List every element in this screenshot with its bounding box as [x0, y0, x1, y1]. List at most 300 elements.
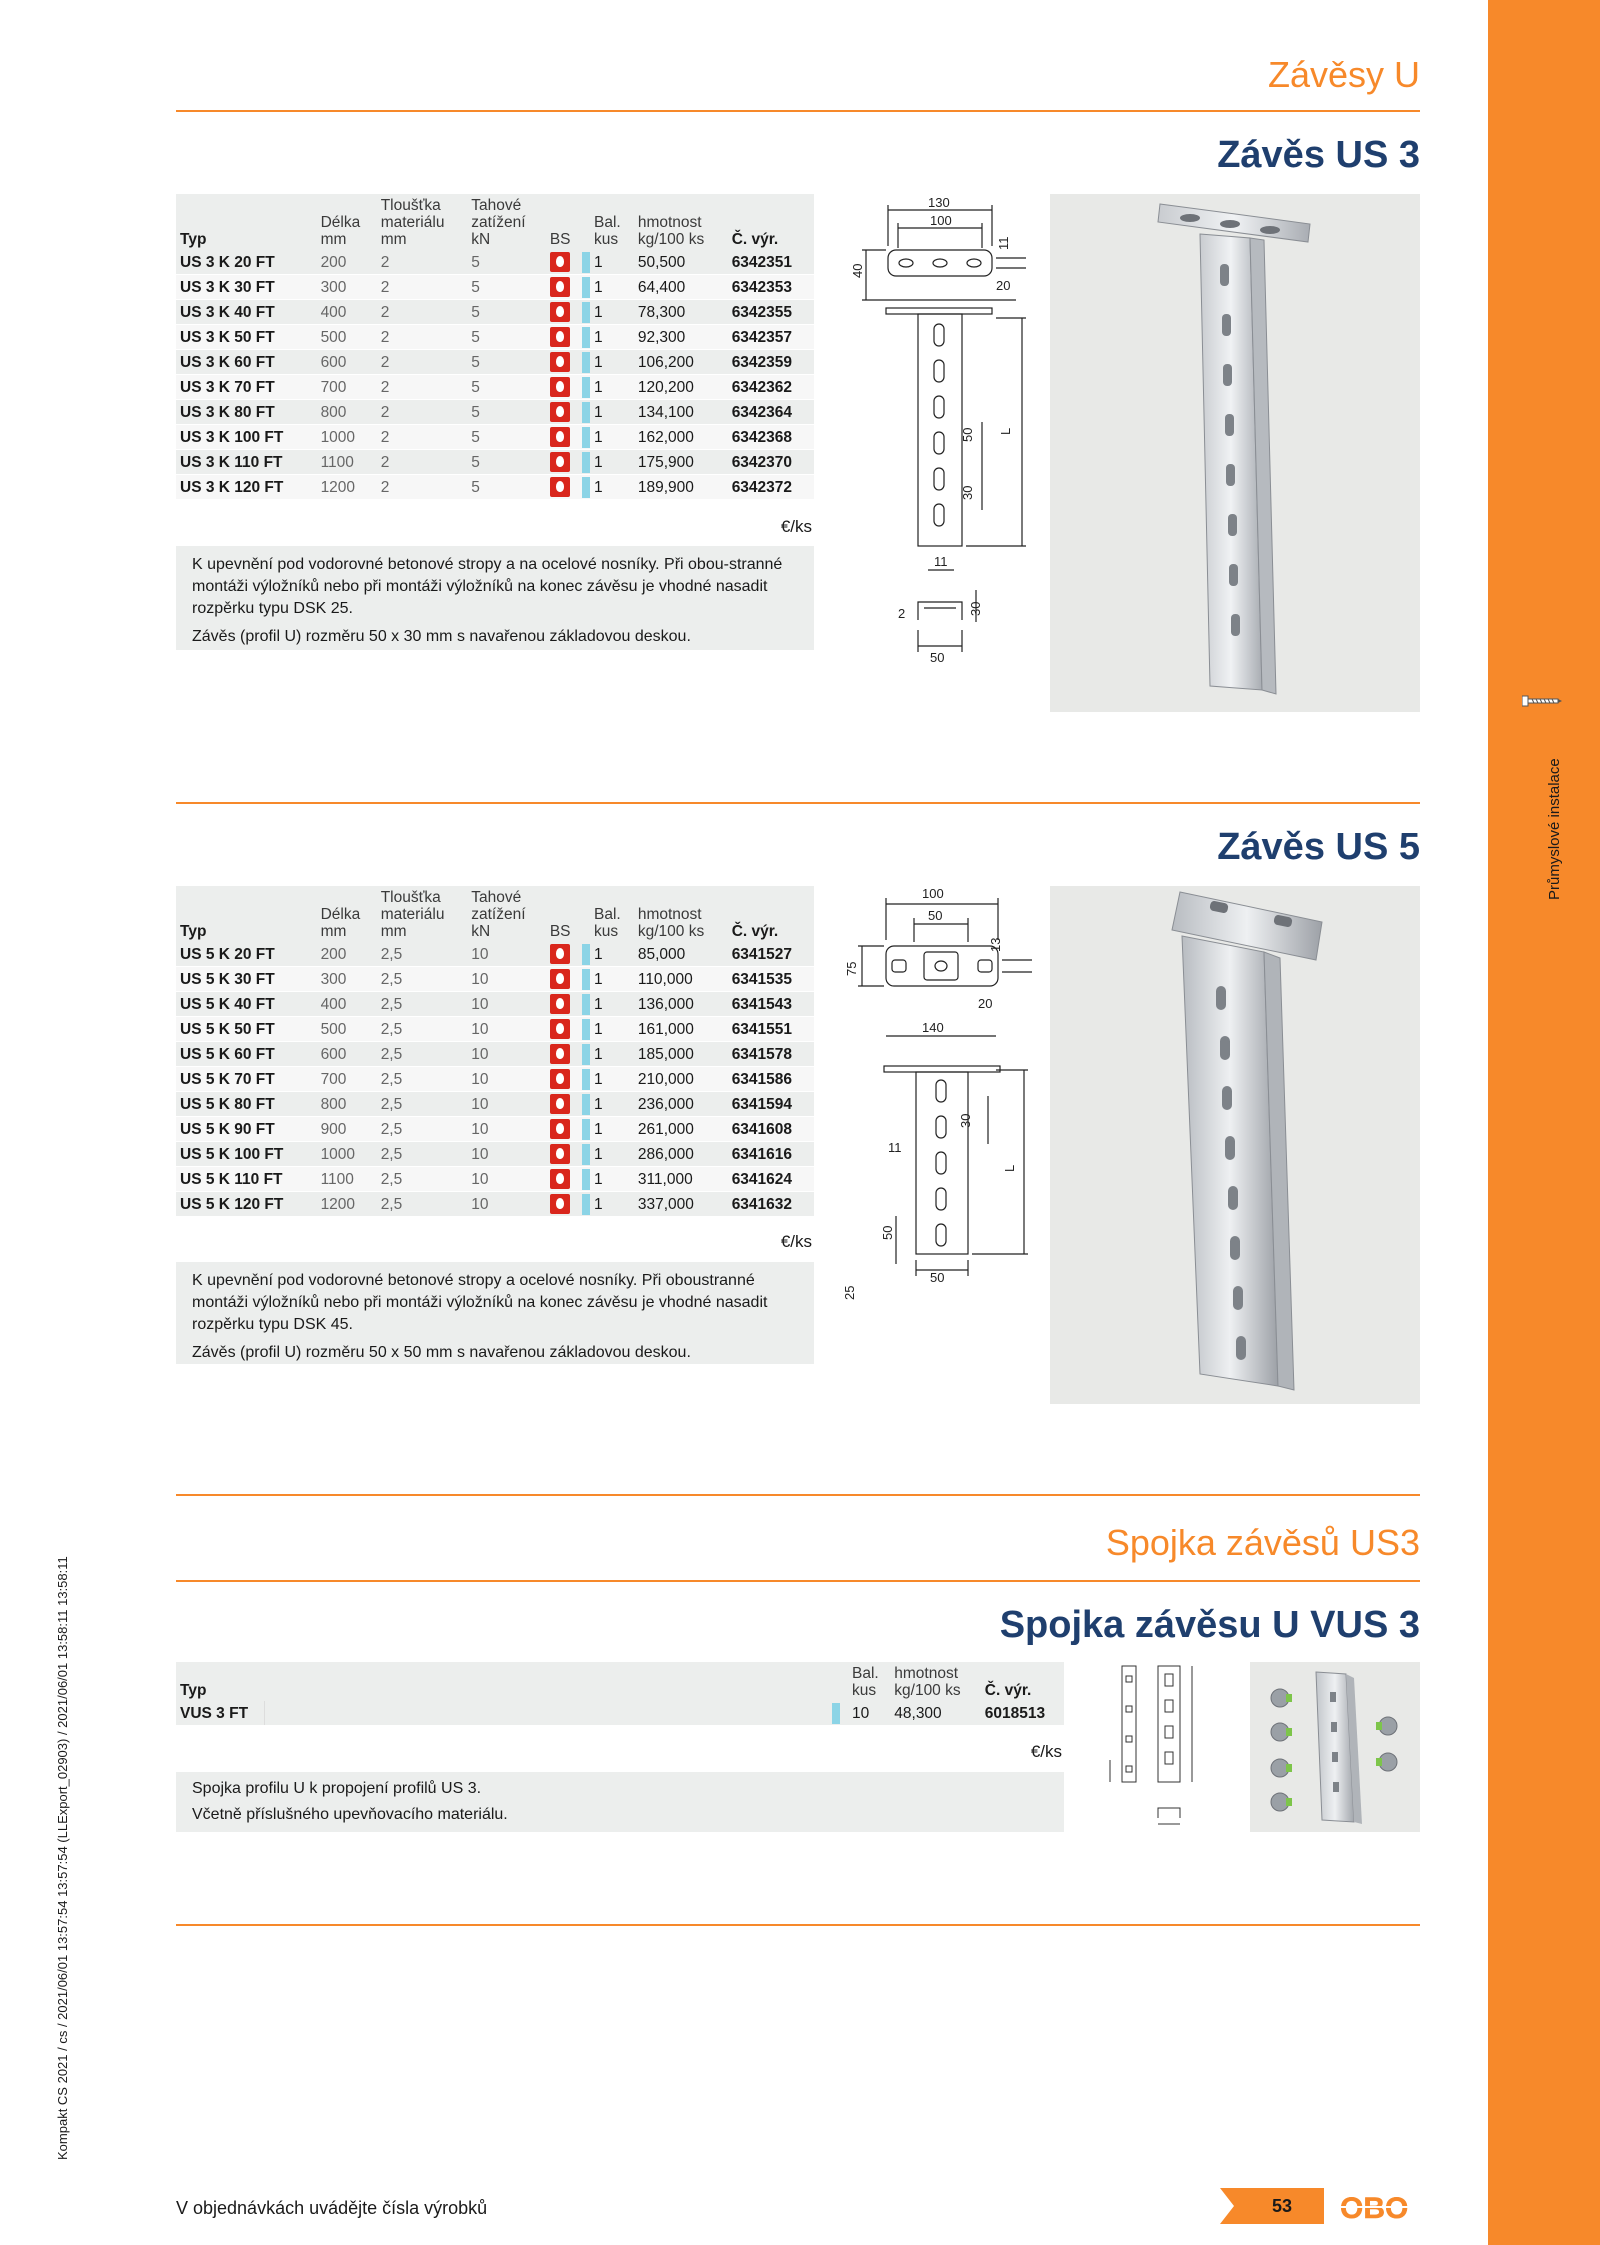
fire-safety-icon [550, 1094, 570, 1114]
cell-delka: 200 [317, 250, 377, 275]
cell-bs [546, 400, 582, 425]
cell-kn: 10 [467, 1167, 546, 1192]
svg-text:30: 30 [958, 1113, 973, 1128]
cell-cv: 6341578 [728, 1042, 814, 1067]
cell-typ: US 5 K 70 FT [176, 1067, 317, 1092]
cell-kn: 5 [467, 375, 546, 400]
cell-bal: 1 [590, 475, 634, 500]
cell-kn: 10 [467, 942, 546, 967]
us3-description [176, 546, 814, 650]
col-empty [264, 1662, 832, 1701]
cell-cv: 6342353 [728, 275, 814, 300]
cell-hmotnost: 92,300 [634, 325, 728, 350]
fire-safety-icon [550, 1119, 570, 1139]
cell-tloustka: 2,5 [377, 1142, 468, 1167]
availability-bar [582, 252, 590, 273]
cell-bar [582, 942, 590, 967]
cell-delka: 1100 [317, 450, 377, 475]
cell-bal: 1 [590, 1067, 634, 1092]
table-row [176, 1017, 814, 1042]
cell-typ: US 5 K 90 FT [176, 1117, 317, 1142]
cell-typ: US 3 K 120 FT [176, 475, 317, 500]
svg-text:100: 100 [930, 213, 952, 228]
cell-tloustka: 2 [377, 350, 468, 375]
col-typ: Typ [176, 886, 317, 942]
cell-bal: 1 [590, 1092, 634, 1117]
availability-bar [582, 302, 590, 323]
availability-bar [582, 1019, 590, 1040]
availability-bar [582, 277, 590, 298]
cell-hmotnost: 120,200 [634, 375, 728, 400]
table-row [176, 375, 814, 400]
us3-note-1: K upevnění pod vodorovné betonové stropy a na ocelové nosníky. Při obou-stranné montáži výložníků nebo při montáži výložníků na konec závěsu je vhodné nasadit rozpěrku typu DSK 25. [192, 556, 783, 617]
us3-table [176, 194, 814, 500]
cell-hmotnost: 161,000 [634, 1017, 728, 1042]
cell-cv: 6341616 [728, 1142, 814, 1167]
availability-bar [582, 1144, 590, 1165]
table-row [176, 1067, 814, 1092]
svg-text:40: 40 [850, 263, 865, 278]
print-info-vertical [40, 1370, 90, 2160]
cell-hmotnost: 189,900 [634, 475, 728, 500]
availability-bar [582, 1119, 590, 1140]
cell-typ: US 5 K 80 FT [176, 1092, 317, 1117]
cell-kn: 10 [467, 1117, 546, 1142]
availability-bar [582, 1169, 590, 1190]
cell-tloustka: 2,5 [377, 1167, 468, 1192]
cell-typ: US 3 K 100 FT [176, 425, 317, 450]
cell-bal: 1 [590, 325, 634, 350]
fire-safety-icon [550, 994, 570, 1014]
cell-delka: 500 [317, 1017, 377, 1042]
fire-safety-icon [550, 969, 570, 989]
cell-bal: 1 [590, 1117, 634, 1142]
cell-kn: 10 [467, 1067, 546, 1092]
cell-cv: 6018513 [981, 1701, 1064, 1726]
fire-safety-icon [550, 402, 570, 422]
cell-tloustka: 2,5 [377, 1192, 468, 1217]
us5-description [176, 1262, 814, 1364]
col-cv: Č. výr. [728, 194, 814, 250]
divider [176, 1494, 1420, 1496]
cell-bar [582, 1167, 590, 1192]
us3-table-wrap [176, 194, 814, 500]
cell-delka: 1100 [317, 1167, 377, 1192]
cell-cv: 6342368 [728, 425, 814, 450]
cell-cv: 6341586 [728, 1067, 814, 1092]
cell-bar [582, 325, 590, 350]
cell-delka: 300 [317, 275, 377, 300]
availability-bar [582, 994, 590, 1015]
col-delka: Délka mm [317, 886, 377, 942]
col-bal: Bal. kus [590, 886, 634, 942]
fire-safety-icon [550, 944, 570, 964]
cell-kn: 5 [467, 350, 546, 375]
cell-tloustka: 2,5 [377, 942, 468, 967]
svg-text:OBO: OBO [1340, 2192, 1409, 2222]
availability-bar [582, 352, 590, 373]
cell-bar [832, 1701, 848, 1726]
product-title-vus3: Spojka závěsu U VUS 3 [999, 1604, 1420, 1646]
cell-delka: 1000 [317, 1142, 377, 1167]
cell-tloustka: 2 [377, 250, 468, 275]
svg-text:L: L [1002, 1164, 1017, 1172]
availability-bar [582, 969, 590, 990]
cell-typ: US 5 K 120 FT [176, 1192, 317, 1217]
cell-tloustka: 2,5 [377, 1042, 468, 1067]
svg-text:13: 13 [988, 937, 1003, 952]
cell-hmotnost: 210,000 [634, 1067, 728, 1092]
cell-typ: US 5 K 50 FT [176, 1017, 317, 1042]
cell-bal: 1 [590, 250, 634, 275]
cell-bal: 1 [590, 425, 634, 450]
svg-text:75: 75 [844, 961, 859, 976]
cell-bs [546, 300, 582, 325]
cell-bs [546, 350, 582, 375]
cell-typ: VUS 3 FT [176, 1701, 264, 1726]
cell-delka: 900 [317, 1117, 377, 1142]
table-row [176, 1167, 814, 1192]
print-info-text: Kompakt CS 2021 / cs / 2021/06/01 13:57:54 13:57:54 (LLExport_02903) / 2021/06/01 13:58:11 13:58:11 [55, 1556, 70, 2160]
cell-kn: 10 [467, 1092, 546, 1117]
cell-typ: US 5 K 110 FT [176, 1167, 317, 1192]
cell-hmotnost: 85,000 [634, 942, 728, 967]
cell-bal: 1 [590, 350, 634, 375]
cell-tloustka: 2,5 [377, 1067, 468, 1092]
table-row [176, 250, 814, 275]
cell-bal: 1 [590, 300, 634, 325]
cell-cv: 6341594 [728, 1092, 814, 1117]
cell-cv: 6341624 [728, 1167, 814, 1192]
col-tloustka: Tloušťka materiálu mm [377, 886, 468, 942]
svg-text:140: 140 [922, 1020, 944, 1035]
cell-bs [546, 1192, 582, 1217]
table-row [176, 350, 814, 375]
cell-kn: 5 [467, 325, 546, 350]
fire-safety-icon [550, 1169, 570, 1189]
cell-cv: 6342370 [728, 450, 814, 475]
fire-safety-icon [550, 327, 570, 347]
cell-typ: US 5 K 20 FT [176, 942, 317, 967]
svg-text:30: 30 [960, 485, 975, 500]
cell-bar [582, 967, 590, 992]
col-tahove: Tahové zatížení kN [467, 886, 546, 942]
divider [176, 110, 1420, 112]
divider [176, 802, 1420, 804]
us3-note-2: Závěs (profil U) rozměru 50 x 30 mm s navařenou základovou deskou. [192, 628, 691, 645]
side-section-text: Průmyslové instalace [1546, 758, 1563, 900]
table-row [176, 300, 814, 325]
cell-delka: 1200 [317, 475, 377, 500]
cell-typ: US 5 K 30 FT [176, 967, 317, 992]
cell-tloustka: 2 [377, 450, 468, 475]
col-tloustka: Tloušťka materiálu mm [377, 194, 468, 250]
cell-delka: 800 [317, 1092, 377, 1117]
cell-bal: 1 [590, 1167, 634, 1192]
cell-cv: 6341535 [728, 967, 814, 992]
cell-hmotnost: 50,500 [634, 250, 728, 275]
cell-tloustka: 2 [377, 475, 468, 500]
fire-safety-icon [550, 302, 570, 322]
cell-hmotnost: 136,000 [634, 992, 728, 1017]
col-hmotnost: hmotnost kg/100 ks [634, 194, 728, 250]
fire-safety-icon [550, 377, 570, 397]
fire-safety-icon [550, 352, 570, 372]
cell-hmotnost: 185,000 [634, 1042, 728, 1067]
cell-delka: 200 [317, 942, 377, 967]
us5-product-photo [1050, 886, 1420, 1404]
cell-bal: 1 [590, 375, 634, 400]
svg-text:100: 100 [922, 886, 944, 901]
category-title: Závěsy U [1267, 54, 1420, 95]
cell-delka: 1200 [317, 1192, 377, 1217]
cell-bs [546, 1092, 582, 1117]
svg-text:50: 50 [880, 1225, 895, 1240]
cell-bal: 1 [590, 992, 634, 1017]
cell-tloustka: 2,5 [377, 992, 468, 1017]
availability-bar [582, 377, 590, 398]
cell-bar [582, 1042, 590, 1067]
us5-note-1: K upevnění pod vodorovné betonové stropy a ocelové nosníky. Při oboustranné montáži výložníků nebo při montáži výložníků na konec závěsu je vhodné nasadit rozpěrku typu DSK 45. [192, 1272, 768, 1333]
cell-kn: 10 [467, 1192, 546, 1217]
col-tahove: Tahové zatížení kN [467, 194, 546, 250]
col-bal: Bal. kus [590, 194, 634, 250]
cell-tloustka: 2,5 [377, 1017, 468, 1042]
category-title-2: Spojka závěsů US3 [1105, 1522, 1420, 1563]
fire-safety-icon [550, 1019, 570, 1039]
svg-text:11: 11 [996, 236, 1011, 250]
cell-bs [546, 425, 582, 450]
cell-delka: 700 [317, 375, 377, 400]
table-row [176, 400, 814, 425]
footer-note: V objednávkách uvádějte čísla výrobků [176, 2198, 488, 2218]
cell-kn: 5 [467, 275, 546, 300]
product-title-us5: Závěs US 5 [1217, 826, 1420, 868]
page-number-badge [1220, 2188, 1324, 2224]
cell-bs [546, 375, 582, 400]
cell-hmotnost: 261,000 [634, 1117, 728, 1142]
col-bar [582, 886, 590, 942]
cell-bar [582, 475, 590, 500]
cell-bar [582, 1017, 590, 1042]
cell-delka: 600 [317, 350, 377, 375]
table-row [176, 1142, 814, 1167]
availability-bar [582, 427, 590, 448]
svg-text:30: 30 [968, 601, 983, 616]
table-row [176, 1192, 814, 1217]
cell-typ: US 5 K 40 FT [176, 992, 317, 1017]
cell-hmotnost: 134,100 [634, 400, 728, 425]
col-bal: Bal. kus [848, 1662, 890, 1701]
svg-text:50: 50 [960, 427, 975, 442]
table-row [176, 1092, 814, 1117]
table-row [176, 992, 814, 1017]
col-bs: BS [546, 886, 582, 942]
cell-delka: 1000 [317, 425, 377, 450]
availability-bar [582, 944, 590, 965]
cell-bs [546, 275, 582, 300]
cell-tloustka: 2,5 [377, 1092, 468, 1117]
col-cv: Č. výr. [728, 886, 814, 942]
cell-typ: US 3 K 40 FT [176, 300, 317, 325]
table-row [176, 325, 814, 350]
cell-typ: US 3 K 110 FT [176, 450, 317, 475]
cell-delka: 800 [317, 400, 377, 425]
table-row [176, 967, 814, 992]
cell-bal: 1 [590, 1192, 634, 1217]
availability-bar [582, 1094, 590, 1115]
us3-product-photo [1050, 194, 1420, 712]
cell-bal: 1 [590, 967, 634, 992]
cell-delka: 600 [317, 1042, 377, 1067]
col-bs: BS [546, 194, 582, 250]
cell-typ: US 3 K 70 FT [176, 375, 317, 400]
col-typ: Typ [176, 194, 317, 250]
cell-bar [582, 1067, 590, 1092]
dim-130: 130 [928, 195, 950, 210]
vus-product-photo [1250, 1662, 1420, 1832]
col-hmotnost: hmotnost kg/100 ks [890, 1662, 981, 1701]
cell-hmotnost: 337,000 [634, 1192, 728, 1217]
cell-bal: 1 [590, 1042, 634, 1067]
vus-technical-drawing [1102, 1660, 1212, 1832]
fire-safety-icon [550, 1069, 570, 1089]
col-bar [582, 194, 590, 250]
cell-hmotnost: 286,000 [634, 1142, 728, 1167]
cell-cv: 6342364 [728, 400, 814, 425]
us5-table-header [176, 886, 814, 942]
col-hmotnost: hmotnost kg/100 ks [634, 886, 728, 942]
cell-kn: 5 [467, 300, 546, 325]
table-row [176, 450, 814, 475]
svg-text:25: 25 [842, 1285, 857, 1300]
cell-cv: 6341543 [728, 992, 814, 1017]
fire-safety-icon [550, 1144, 570, 1164]
col-cv: Č. výr. [981, 1662, 1064, 1701]
cell-tloustka: 2 [377, 300, 468, 325]
cell-typ: US 5 K 100 FT [176, 1142, 317, 1167]
cell-bar [582, 300, 590, 325]
cell-bs [546, 325, 582, 350]
cell-kn: 5 [467, 400, 546, 425]
cell-kn: 10 [467, 1017, 546, 1042]
cell-kn: 5 [467, 425, 546, 450]
cell-delka: 300 [317, 967, 377, 992]
availability-bar [582, 1044, 590, 1065]
page-number: 53 [1272, 2196, 1293, 2216]
cell-kn: 5 [467, 450, 546, 475]
product-title-us3: Závěs US 3 [1217, 134, 1420, 176]
vus-note-2: Včetně příslušného upevňovacího materiálu. [192, 1806, 508, 1823]
vus-note-1: Spojka profilu U k propojení profilů US 3. [192, 1780, 482, 1797]
cell-bar [582, 400, 590, 425]
cell-bal: 1 [590, 1017, 634, 1042]
availability-bar [582, 1069, 590, 1090]
cell-bs [546, 450, 582, 475]
cell-bar [582, 1192, 590, 1217]
cell-bar [582, 450, 590, 475]
table-row [176, 475, 814, 500]
cell-typ: US 3 K 50 FT [176, 325, 317, 350]
svg-text:20: 20 [978, 996, 993, 1011]
cell-hmotnost: 311,000 [634, 1167, 728, 1192]
cell-hmotnost: 162,000 [634, 425, 728, 450]
cell-kn: 5 [467, 475, 546, 500]
svg-text:11: 11 [934, 554, 948, 569]
us5-table [176, 886, 814, 1217]
svg-text:2: 2 [898, 606, 906, 621]
table-row [176, 1117, 814, 1142]
fire-safety-icon [550, 252, 570, 272]
cell-bar [582, 1117, 590, 1142]
cell-hmotnost: 78,300 [634, 300, 728, 325]
cell-tloustka: 2 [377, 425, 468, 450]
cell-bar [582, 275, 590, 300]
price-unit-us3: €/ks [780, 517, 812, 536]
cell-bs [546, 1017, 582, 1042]
cell-cv: 6342357 [728, 325, 814, 350]
vus-description [176, 1772, 1064, 1832]
cell-cv: 6341551 [728, 1017, 814, 1042]
cell-bs [546, 1067, 582, 1092]
cell-kn: 10 [467, 992, 546, 1017]
table-row [176, 1042, 814, 1067]
cell-bar [582, 1142, 590, 1167]
cell-delka: 500 [317, 325, 377, 350]
availability-bar [582, 402, 590, 423]
table-row [176, 275, 814, 300]
cell-typ: US 3 K 20 FT [176, 250, 317, 275]
cell-bs [546, 942, 582, 967]
cell-hmotnost: 48,300 [890, 1701, 981, 1726]
cell-tloustka: 2,5 [377, 1117, 468, 1142]
cell-bs [546, 1167, 582, 1192]
divider [176, 1580, 1420, 1582]
cell-bar [582, 992, 590, 1017]
vus-table-header [176, 1662, 1064, 1701]
svg-text:50: 50 [930, 650, 945, 665]
cell-tloustka: 2 [377, 325, 468, 350]
obo-logo [1340, 2192, 1424, 2222]
cell-kn: 10 [467, 1042, 546, 1067]
cell-tloustka: 2 [377, 400, 468, 425]
cell-bal: 1 [590, 942, 634, 967]
cell-bar [582, 425, 590, 450]
cell-cv: 6342355 [728, 300, 814, 325]
cell-bar [582, 350, 590, 375]
cell-cv: 6342372 [728, 475, 814, 500]
cell-typ: US 5 K 60 FT [176, 1042, 317, 1067]
svg-text:11: 11 [888, 1140, 902, 1155]
cell-tloustka: 2,5 [377, 967, 468, 992]
availability-bar [582, 1194, 590, 1215]
cell-cv: 6341527 [728, 942, 814, 967]
cell-hmotnost: 175,900 [634, 450, 728, 475]
cell-bs [546, 1142, 582, 1167]
cell-hmotnost: 236,000 [634, 1092, 728, 1117]
us5-note-2: Závěs (profil U) rozměru 50 x 50 mm s navařenou základovou deskou. [192, 1344, 691, 1361]
table-row [176, 1701, 1064, 1726]
side-orange-bar [1488, 0, 1600, 2245]
svg-text:50: 50 [930, 1270, 945, 1285]
cell-tloustka: 2 [377, 375, 468, 400]
screw-icon [1522, 690, 1562, 712]
fire-safety-icon [550, 1044, 570, 1064]
fire-safety-icon [550, 1194, 570, 1214]
cell-typ: US 3 K 30 FT [176, 275, 317, 300]
col-delka: Délka mm [317, 194, 377, 250]
cell-bal: 1 [590, 450, 634, 475]
